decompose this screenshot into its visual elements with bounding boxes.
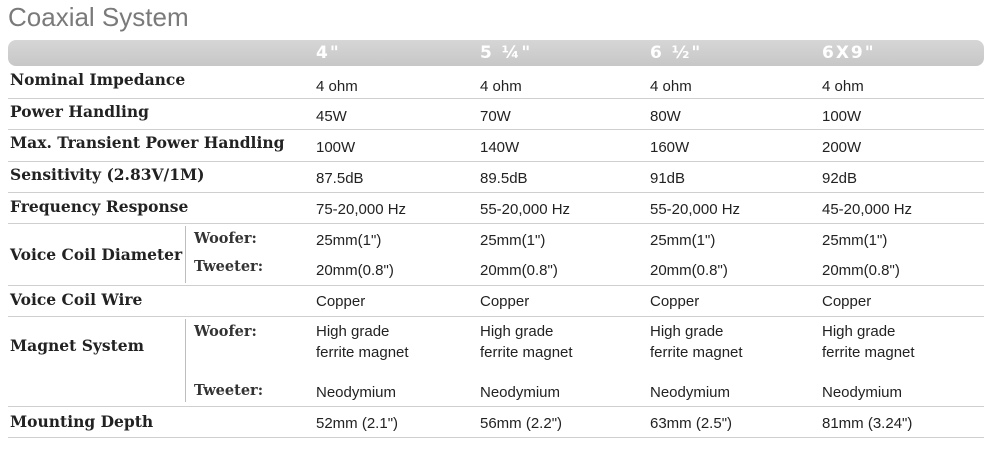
row-label: Voice Coil Diameter [10,245,183,264]
row-divider [8,98,984,99]
subrow-divider [185,226,186,283]
row-divider [8,129,984,130]
row-label: Frequency Response [10,197,189,216]
table-cell: 80W [650,108,681,125]
table-cell: 4 ohm [822,78,864,95]
table-cell-line: ferrite magnet [822,344,915,361]
table-cell: 100W [822,108,862,125]
sub-label-tweeter: Tweeter: [194,258,264,275]
row-label: Magnet System [10,336,145,355]
column-header-6x9: 6X9" [822,43,876,63]
row-divider [8,437,984,438]
table-cell-line: ferrite magnet [480,344,573,361]
table-cell: 45W [316,108,347,125]
sub-label-woofer: Woofer: [194,230,257,247]
table-cell: 89.5dB [480,170,528,187]
row-label: Max. Transient Power Handling [10,133,285,152]
table-cell: Copper [316,293,366,310]
table-cell: 140W [480,139,520,156]
row-divider [8,406,984,407]
table-cell: 25mm(1") [480,232,546,249]
table-cell: Copper [480,293,530,310]
table-cell-line: High grade [316,323,390,340]
table-cell: 55-20,000 Hz [650,201,741,218]
table-cell: 20mm(0.8") [316,262,394,279]
sub-label-woofer: Woofer: [194,323,257,340]
table-cell: 87.5dB [316,170,364,187]
table-cell: 56mm (2.2") [480,415,563,432]
table-cell: Neodymium [822,384,903,401]
table-cell: 25mm(1") [822,232,888,249]
table-cell: 25mm(1") [316,232,382,249]
table-cell-line: High grade [480,323,554,340]
sub-label-tweeter: Tweeter: [194,382,264,399]
table-cell: 63mm (2.5") [650,415,733,432]
table-cell: 75-20,000 Hz [316,201,407,218]
table-cell: 45-20,000 Hz [822,201,913,218]
table-cell: Copper [822,293,872,310]
column-header-4in: 4" [316,43,341,63]
table-cell-line: High grade [650,323,724,340]
table-cell: Copper [650,293,700,310]
table-cell: 92dB [822,170,858,187]
table-cell: 91dB [650,170,686,187]
column-header-6-5in: 6 ½" [650,43,703,63]
table-cell: Neodymium [480,384,561,401]
table-cell-line: High grade [822,323,896,340]
table-cell: 200W [822,139,862,156]
row-divider [8,285,984,286]
table-cell: 4 ohm [650,78,692,95]
subrow-divider [185,319,186,402]
table-cell: 20mm(0.8") [480,262,558,279]
row-divider [8,316,984,317]
row-label: Power Handling [10,102,150,121]
table-cell: 25mm(1") [650,232,716,249]
row-label: Mounting Depth [10,412,154,431]
table-cell: 4 ohm [316,78,358,95]
table-cell: 70W [480,108,511,125]
table-cell-line: ferrite magnet [650,344,743,361]
table-cell: Neodymium [316,384,397,401]
table-cell-line: ferrite magnet [316,344,409,361]
table-cell: 52mm (2.1") [316,415,399,432]
row-label: Sensitivity (2.83V/1M) [10,165,205,184]
row-divider [8,192,984,193]
row-divider [8,223,984,224]
table-cell: 81mm (3.24") [822,415,913,432]
table-cell: 20mm(0.8") [822,262,900,279]
table-cell: 4 ohm [480,78,522,95]
table-cell: 20mm(0.8") [650,262,728,279]
table-cell: 55-20,000 Hz [480,201,571,218]
row-label: Voice Coil Wire [10,290,143,309]
row-label: Nominal Impedance [10,70,186,89]
table-cell: 100W [316,139,356,156]
table-cell: 160W [650,139,690,156]
row-divider [8,161,984,162]
page-title: Coaxial System [8,2,189,32]
column-header-5-25in: 5 ¼" [480,43,533,63]
table-cell: Neodymium [650,384,731,401]
